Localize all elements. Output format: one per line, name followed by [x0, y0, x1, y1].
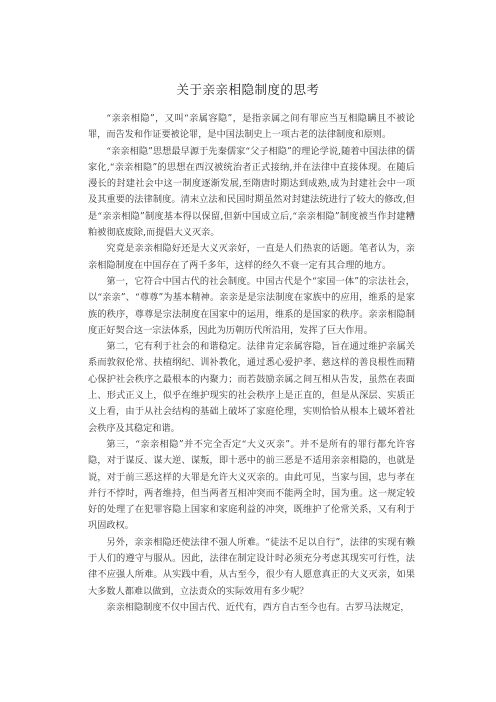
paragraph-2: “亲亲相隐”思想最早源于先秦儒家“父子相隐”的理论学说,随着中国法律的儒家化,“亲亲相隐”的思想在西汉被统治者正式接纳,并在法律中直接体现。在随后漫长的封建社会中这一制度逐渐发展,至隋唐时期达到成熟,成为封建社会中一项及其重要的法律制度。清末立法和民国时期虽然对封建法统进行了较大的修改,但是“亲亲相隐”制度基本得以保留,但新中国成立后,“亲亲相隐”制度被当作封建糟粕被彻底废除,而提倡大义灭亲。: [88, 145, 415, 239]
paragraph-1: “亲亲相隐”，又叫“亲属容隐”，是指亲属之间有罪应当互相隐瞒且不被论罪，而告发和作证要被论罪，是中国法制史上一项古老的法律制度和原则。: [88, 113, 415, 141]
paragraph-8: 亲亲相隐制度不仅中国古代、近代有，西方自古至今也有。古罗马法规定，: [106, 601, 410, 613]
document-title: 关于亲亲相隐制度的思考: [176, 82, 320, 97]
document-body: [88, 111, 415, 616]
paragraph-7: 另外，亲亲相隐还使法律不强人所难。“徒法不足以自行”，法律的实现有赖于人们的遵守与服从。因此，法律在制定设计时必须充分考虑其现实可行性，法律不应强人所难。从实践中看，从古至今，很少有人愿意真正的大义灭亲，如果大多数人都难以做到，立法责众的实际效用有多少呢？: [88, 536, 415, 597]
paragraph-4: 第一，它符合中国古代的社会制度。中国古代是个“家国一体”的宗法社会，以“亲亲”、“尊尊”为基本精神。亲亲是是宗法制度在家族中的应用，维系的是家族的秩序，尊尊是宗法制度在国家中的运用，维系的是国家的秩序。亲亲相隐制度正好契合这一宗法体系，因此为历朝历代所沿用，发挥了巨大作用。: [88, 275, 415, 336]
paragraph-3: 究竟是亲亲相隐好还是大义灭亲好，一直是人们热衷的话题。笔者认为，亲亲相隐制度在中国存在了两千多年，这样的经久不衰一定有其合理的地方。: [88, 243, 415, 271]
paragraph-6: 第三，“亲亲相隐”并不完全否定“大义灭亲”。并不是所有的罪行都允许容隐，对于谋反、谋大逆、谋叛，即十恶中的前三恶是不适用亲亲相隐的，也就是说，对于前三恶这样的大罪是允许大义灭亲的。由此可见，当家与国，忠与孝在并行不悖时，两者维持，但当两者互相冲突而不能两全时，国为重。这一规定较好的处理了在犯罪容隐上国家和家庭利益的冲突，既维护了伦常关系，又有利于巩固政权。: [88, 438, 415, 532]
paragraph-5: 第二，它有利于社会的和谐稳定。法律肯定亲属容隐，旨在通过维护亲属关系而敦叙伦常、扶植纲纪、训补教化，通过悉心爱护孝、慈这样的善良根性而精心保护社会秩序之最根本的内聚力；而若鼓励亲属之间互相从告发，虽然在表面上、形式正义上，似乎在维护现实的社会秩序上是正直的，但是从深层、实质正义上看，由于从社会结构的基础上破坏了家庭伦理，实则恰恰从根本上破坏着社会秩序及其稳定和谐。: [88, 341, 415, 434]
